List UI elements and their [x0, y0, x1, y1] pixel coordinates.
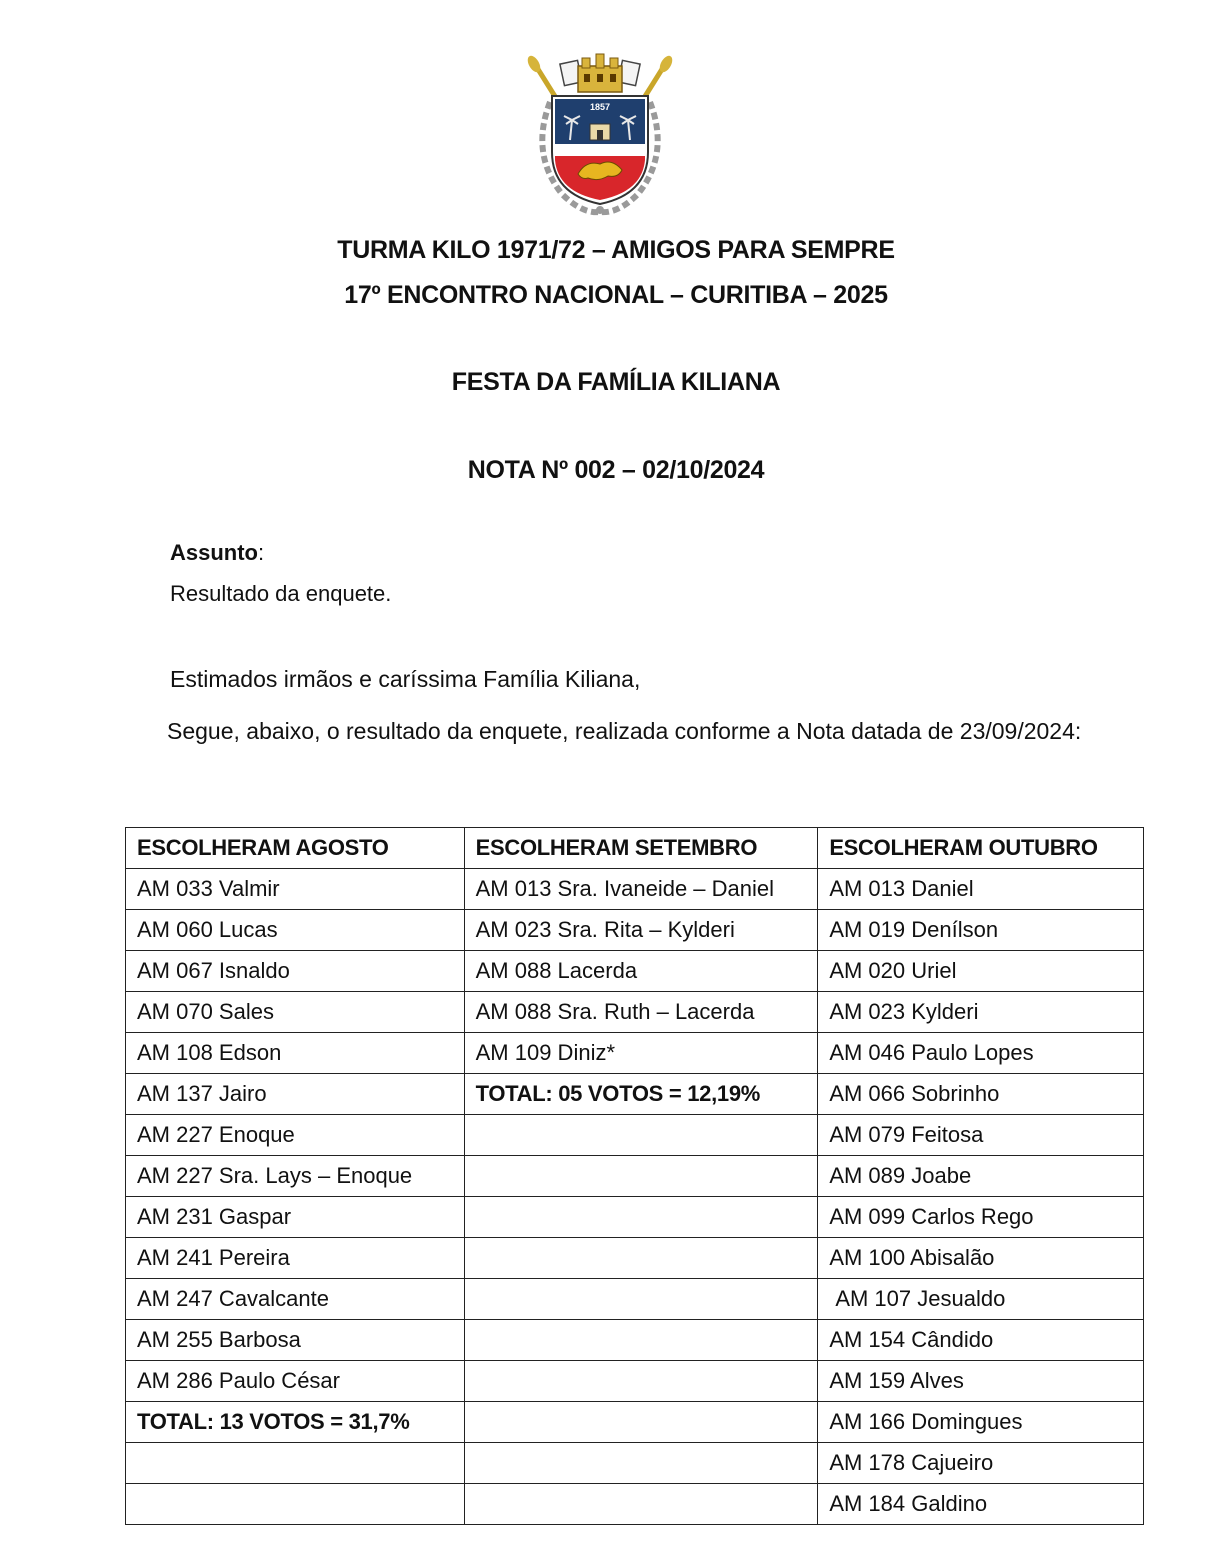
august-cell: AM 070 Sales	[126, 992, 465, 1033]
october-cell: AM 099 Carlos Rego	[818, 1197, 1144, 1238]
october-cell: AM 166 Domingues	[818, 1402, 1144, 1443]
october-cell: AM 159 Alves	[818, 1361, 1144, 1402]
header-september: ESCOLHERAM SETEMBRO	[464, 828, 818, 869]
table-row	[126, 1320, 1144, 1361]
august-cell	[126, 1443, 465, 1484]
table-header-row	[126, 828, 1144, 869]
table-row	[126, 1279, 1144, 1320]
vote-results-table	[125, 827, 1144, 1525]
september-cell	[464, 1156, 818, 1197]
subject-text: Resultado da enquete.	[170, 581, 392, 606]
header-line-1: TURMA KILO 1971/72 – AMIGOS PARA SEMPRE	[337, 236, 895, 264]
october-cell: AM 107 Jesualdo	[818, 1279, 1144, 1320]
september-cell	[464, 1402, 818, 1443]
salutation: Estimados irmãos e caríssima Família Kiliana,	[170, 666, 641, 692]
table-row	[126, 951, 1144, 992]
table-row	[126, 1197, 1144, 1238]
table-row	[126, 910, 1144, 951]
august-cell: AM 227 Enoque	[126, 1115, 465, 1156]
august-cell	[126, 1484, 465, 1525]
august-cell: AM 241 Pereira	[126, 1238, 465, 1279]
table-row	[126, 1238, 1144, 1279]
october-cell: AM 178 Cajueiro	[818, 1443, 1144, 1484]
table-row	[126, 1033, 1144, 1074]
october-cell: AM 089 Joabe	[818, 1156, 1144, 1197]
august-cell: AM 108 Edson	[126, 1033, 465, 1074]
september-cell: AM 013 Sra. Ivaneide – Daniel	[464, 869, 818, 910]
table-row	[126, 1402, 1144, 1443]
august-cell: AM 286 Paulo César	[126, 1361, 465, 1402]
header-line-2: 17º ENCONTRO NACIONAL – CURITIBA – 2025	[344, 281, 888, 309]
october-cell: AM 020 Uriel	[818, 951, 1144, 992]
august-cell: AM 247 Cavalcante	[126, 1279, 465, 1320]
october-cell: AM 019 Denílson	[818, 910, 1144, 951]
october-cell: AM 079 Feitosa	[818, 1115, 1144, 1156]
august-cell: AM 033 Valmir	[126, 869, 465, 910]
note-number: NOTA Nº 002 – 02/10/2024	[467, 456, 765, 484]
october-cell: AM 154 Cândido	[818, 1320, 1144, 1361]
coat-of-arms-logo	[522, 44, 678, 216]
september-cell	[464, 1320, 818, 1361]
table-row	[126, 1115, 1144, 1156]
october-cell: AM 046 Paulo Lopes	[818, 1033, 1144, 1074]
table-row	[126, 1156, 1144, 1197]
august-cell: AM 255 Barbosa	[126, 1320, 465, 1361]
october-cell: AM 066 Sobrinho	[818, 1074, 1144, 1115]
table-row	[126, 1074, 1144, 1115]
september-cell: TOTAL: 05 VOTOS = 12,19%	[464, 1074, 818, 1115]
event-title: FESTA DA FAMÍLIA KILIANA	[451, 368, 781, 396]
september-cell	[464, 1484, 818, 1525]
october-cell: AM 184 Galdino	[818, 1484, 1144, 1525]
september-cell: AM 088 Sra. Ruth – Lacerda	[464, 992, 818, 1033]
august-cell: AM 137 Jairo	[126, 1074, 465, 1115]
august-cell: AM 231 Gaspar	[126, 1197, 465, 1238]
september-cell	[464, 1238, 818, 1279]
september-cell: AM 023 Sra. Rita – Kylderi	[464, 910, 818, 951]
table-row	[126, 869, 1144, 910]
september-cell	[464, 1115, 818, 1156]
body-paragraph: Segue, abaixo, o resultado da enquete, realizada conforme a Nota datada de 23/09/2024:	[167, 718, 1082, 744]
september-cell: AM 109 Diniz*	[464, 1033, 818, 1074]
table-row	[126, 1443, 1144, 1484]
october-cell: AM 013 Daniel	[818, 869, 1144, 910]
table-row	[126, 1361, 1144, 1402]
september-cell	[464, 1279, 818, 1320]
september-cell	[464, 1197, 818, 1238]
crest-year: 1857	[589, 102, 611, 112]
october-cell: AM 023 Kylderi	[818, 992, 1144, 1033]
subject-label: Assunto	[170, 540, 258, 565]
september-cell	[464, 1361, 818, 1402]
table-row	[126, 1484, 1144, 1525]
august-cell: AM 227 Sra. Lays – Enoque	[126, 1156, 465, 1197]
subject-heading	[170, 540, 264, 566]
subject-colon: :	[258, 540, 265, 565]
august-cell: AM 060 Lucas	[126, 910, 465, 951]
august-cell: TOTAL: 13 VOTOS = 31,7%	[126, 1402, 465, 1443]
august-cell: AM 067 Isnaldo	[126, 951, 465, 992]
september-cell	[464, 1443, 818, 1484]
vote-rows	[126, 869, 1144, 1525]
october-cell: AM 100 Abisalão	[818, 1238, 1144, 1279]
september-cell: AM 088 Lacerda	[464, 951, 818, 992]
table-row	[126, 992, 1144, 1033]
header-october: ESCOLHERAM OUTUBRO	[818, 828, 1144, 869]
header-august: ESCOLHERAM AGOSTO	[126, 828, 465, 869]
